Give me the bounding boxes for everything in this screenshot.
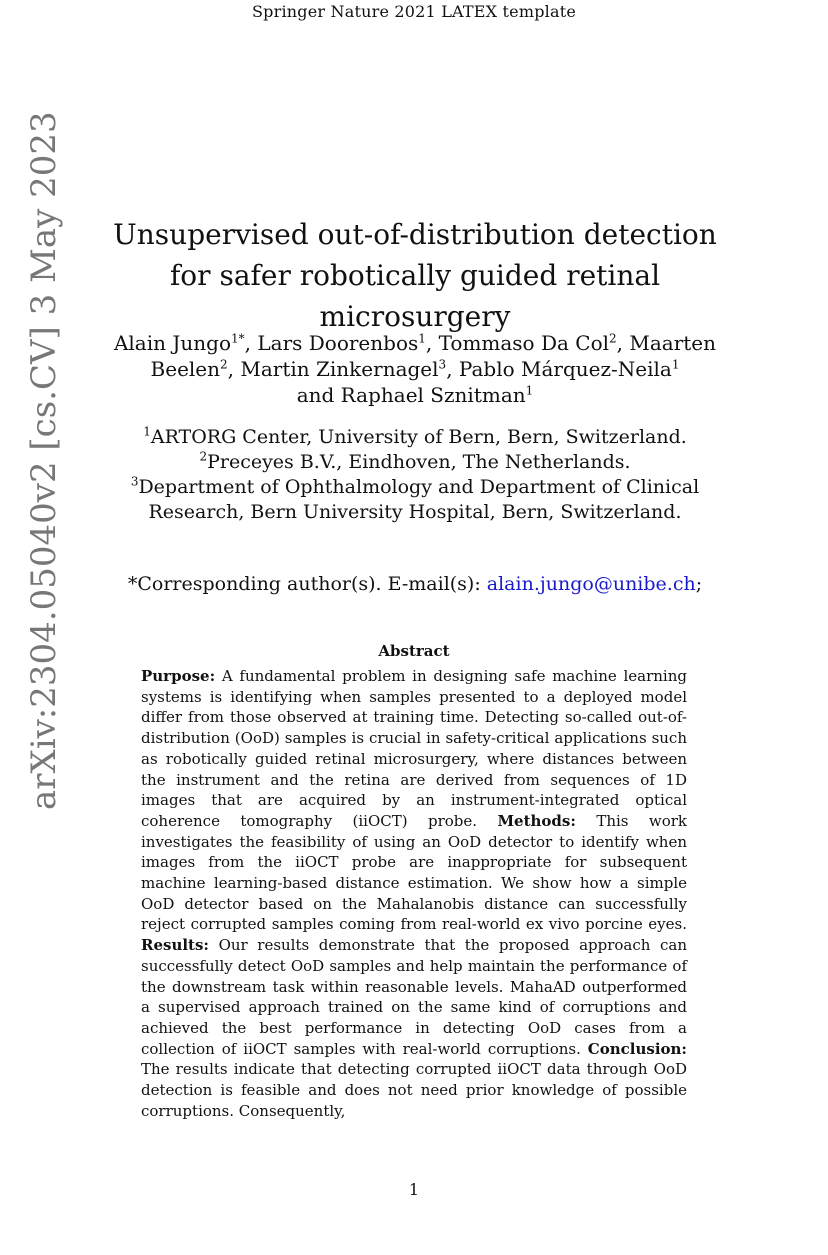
abstract-label-results: Results: xyxy=(141,936,209,955)
abstract-text-conclusion: The results indicate that detecting corrupted iiOCT data through OoD detection is feasible and does not need prior knowledge of possible corruptions. Consequently, xyxy=(141,1060,687,1120)
author-separator: , xyxy=(425,331,439,355)
abstract-text-methods: This work investigates the feasibility of using an OoD detector to identify when images from the iiOCT probe are inappropriate for subsequent machine learning-based distance estimation. We show how a simple OoD detector based on the Mahalanobis distance can successfully reject corrupted samples coming from real-world ex vivo porcine eyes. xyxy=(141,811,687,934)
author-name: Maarten Beelen xyxy=(150,331,717,381)
author-affiliation-mark: 2 xyxy=(220,357,228,372)
author-name: Alain Jungo xyxy=(113,331,231,355)
author-affiliation-mark: 1* xyxy=(231,331,245,346)
abstract-label-conclusion: Conclusion: xyxy=(587,1039,687,1058)
abstract-text-results: Our results demonstrate that the proposed approach can successfully detect OoD samples and help maintain the performance of the downstream task within reasonable levels. MahaAD outperformed a supervised approach trained on the same kind of corruptions and achieved the best performance in detecting OoD cases from a collection of iiOCT samples with real-world corruptions. xyxy=(141,936,688,1058)
affiliation-line xyxy=(110,475,720,525)
affiliation-list xyxy=(110,425,720,525)
affiliation-text: ARTORG Center, University of Bern, Bern, Switzerland. xyxy=(150,426,687,448)
abstract-paragraph xyxy=(141,666,687,1121)
author-separator: , xyxy=(446,357,459,381)
author-name: Martin Zinkernagel xyxy=(240,357,439,381)
author-affiliation-mark: 1 xyxy=(525,383,534,398)
author-name: Pablo Márquez-Neila xyxy=(458,357,672,381)
page-number: 1 xyxy=(408,1180,420,1199)
abstract-body xyxy=(141,666,687,1121)
corresponding-author xyxy=(110,573,720,595)
author-separator: , xyxy=(244,331,258,355)
author-affiliation-mark: 3 xyxy=(438,357,447,372)
affiliation-line xyxy=(110,425,720,450)
author-name: Lars Doorenbos xyxy=(257,331,419,355)
author-affiliation-mark: 1 xyxy=(671,357,680,372)
author-name: Tommaso Da Col xyxy=(438,331,610,355)
affiliation-mark: 2 xyxy=(199,449,208,464)
arxiv-stamp[interactable]: arXiv:2304.05040v2 [cs.CV] 3 May 2023 xyxy=(24,111,64,810)
affiliation-mark: 1 xyxy=(143,424,151,439)
abstract-label-methods: Methods: xyxy=(497,811,576,830)
affiliation-line xyxy=(110,450,720,475)
corresponding-suffix: ; xyxy=(695,573,703,595)
corresponding-prefix: *Corresponding author(s). E-mail(s): xyxy=(127,573,487,595)
affiliation-text: Department of Ophthalmology and Department of Clinical Research, Bern University Hospital, Bern, Switzerland. xyxy=(138,476,700,523)
author-name: and Raphael Sznitman xyxy=(296,383,526,407)
abstract-label-purpose: Purpose: xyxy=(141,667,216,685)
affiliation-text: Preceyes B.V., Eindhoven, The Netherlands. xyxy=(207,451,631,473)
author-affiliation-mark: 2 xyxy=(609,331,617,346)
abstract-text-purpose: A fundamental problem in designing safe machine learning systems is identifying when samples presented to a deployed model differ from those observed at training time. Detecting so-called out-of-distribution (OoD) samples is crucial in safety-critical applications such as robotically guided retinal microsurgery, where distances between the instrument and the retina are derived from sequences of 1D images that are acquired by an instrument-integrated optical coherence tomography (iiOCT) probe. xyxy=(141,667,687,830)
author-list xyxy=(110,330,720,408)
author-separator: , xyxy=(227,357,241,381)
abstract-heading: Abstract xyxy=(378,642,450,660)
running-head: Springer Nature 2021 LATEX template xyxy=(252,2,576,21)
affiliation-mark: 3 xyxy=(130,474,139,489)
author-separator: , xyxy=(616,331,630,355)
paper-title: Unsupervised out-of-distribution detection for safer robotically guided retinal microsurgery xyxy=(113,218,717,333)
email-link[interactable]: alain.jungo@unibe.ch xyxy=(486,573,696,595)
author-affiliation-mark: 1 xyxy=(418,331,426,346)
